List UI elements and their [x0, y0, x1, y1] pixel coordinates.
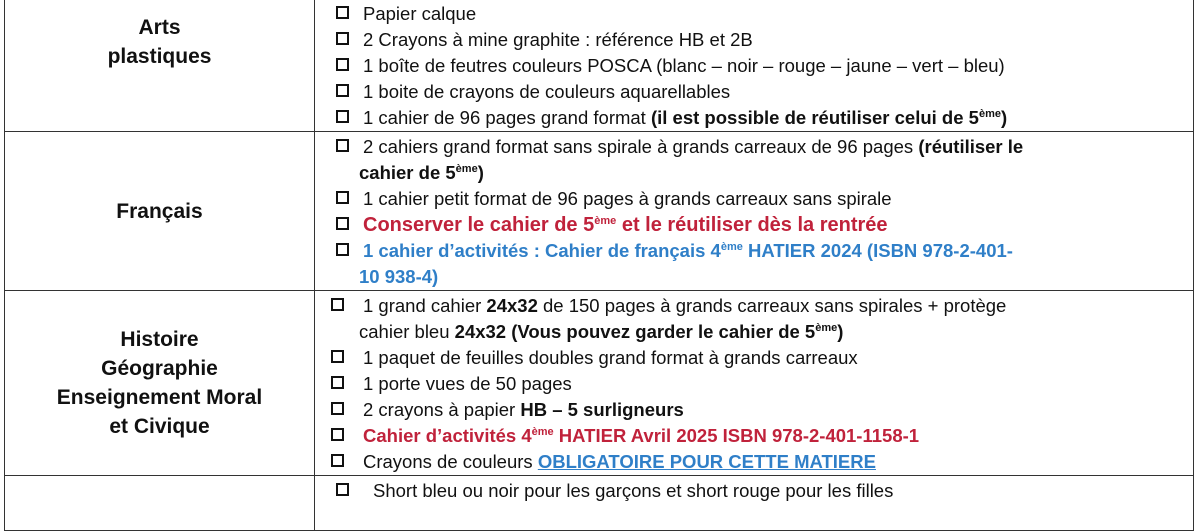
subject-line: Géographie — [101, 357, 218, 380]
item-note: (il est possible de réutiliser celui de 5 — [650, 107, 979, 128]
item-note: cahier de 5 — [359, 162, 456, 183]
list-item[interactable] — [315, 79, 1193, 105]
list-item[interactable] — [315, 371, 1193, 397]
item-text: Papier calque — [363, 3, 477, 24]
superscript: ème — [978, 107, 1001, 120]
obligatoire-link[interactable]: OBLIGATOIRE POUR CETTE MATIERE — [537, 451, 876, 472]
subject-line: plastiques — [107, 45, 212, 68]
subject-line: Histoire — [120, 328, 199, 351]
item-note-end: ) — [477, 162, 484, 183]
checkbox[interactable] — [336, 217, 349, 230]
highlight-text: HATIER Avril 2025 ISBN 978-2-401-1158-1 — [553, 425, 920, 446]
list-item[interactable] — [315, 134, 1193, 160]
item-text: 1 cahier petit format de 96 pages à grands carreaux sans spirale — [363, 188, 892, 209]
item-note: 24x32 (Vous pouvez garder le cahier de 5 — [454, 321, 816, 342]
subject-line: Français — [116, 199, 203, 223]
section-eps — [5, 476, 1194, 531]
checkbox[interactable] — [331, 376, 344, 389]
list-item[interactable] — [315, 478, 1193, 504]
book-reference: HATIER 2024 (ISBN 978-2-401- — [742, 240, 1013, 261]
subject-line: Arts — [138, 16, 181, 39]
item-text: 1 cahier de 96 pages grand format — [363, 107, 651, 128]
item-note: HB – 5 surligneurs — [520, 399, 684, 420]
checkbox[interactable] — [331, 428, 344, 441]
list-item[interactable] — [315, 397, 1193, 423]
list-item[interactable] — [315, 53, 1193, 79]
item-text: Short bleu ou noir pour les garçons et short rouge pour les filles — [373, 480, 894, 501]
checkbox[interactable] — [331, 350, 344, 363]
book-reference: 1 cahier d’activités : Cahier de français 4 — [363, 240, 721, 261]
section-francais — [5, 132, 1194, 291]
superscript: ème — [594, 214, 617, 227]
checkbox[interactable] — [336, 58, 349, 71]
items-cell — [315, 0, 1194, 132]
checkbox[interactable] — [331, 454, 344, 467]
list-item-continuation — [315, 319, 1193, 345]
checkbox[interactable] — [336, 84, 349, 97]
item-text: de 150 pages à grands carreaux sans spirales + protège — [537, 295, 1007, 316]
item-note: 24x32 — [486, 295, 538, 316]
checkbox[interactable] — [336, 139, 349, 152]
subject-line: Enseignement Moral — [56, 386, 263, 409]
items-cell — [315, 476, 1194, 531]
items-cell — [315, 132, 1194, 291]
item-text: cahier bleu — [359, 321, 455, 342]
highlight-text: et le réutiliser dès la rentrée — [616, 214, 888, 236]
list-item-continuation — [315, 264, 1193, 290]
item-text: 2 crayons à papier — [363, 399, 521, 420]
superscript: ème — [531, 425, 554, 438]
checkbox[interactable] — [331, 298, 344, 311]
list-item[interactable] — [315, 27, 1193, 53]
subject-cell — [5, 0, 315, 132]
highlight-text: Conserver le cahier de 5 — [363, 214, 595, 236]
subject-cell — [5, 291, 315, 476]
checkbox[interactable] — [336, 6, 349, 19]
list-item[interactable] — [315, 423, 1193, 449]
subject-line: et Civique — [109, 415, 210, 438]
book-reference: 10 938-4) — [359, 266, 439, 287]
checkbox[interactable] — [336, 483, 349, 496]
checkbox[interactable] — [336, 110, 349, 123]
item-text: 1 boite de crayons de couleurs aquarellables — [363, 81, 731, 102]
item-text: 2 Crayons à mine graphite : référence HB et 2B — [363, 29, 753, 50]
superscript: ème — [720, 240, 743, 253]
supply-table — [4, 0, 1194, 531]
list-item[interactable] — [315, 212, 1193, 238]
item-text: 1 boîte de feutres couleurs POSCA (blanc – noir – rouge – jaune – vert – bleu) — [363, 55, 1005, 76]
highlight-text: Cahier d’activités 4 — [363, 425, 532, 446]
section-histoire-geographie — [5, 291, 1194, 476]
superscript: ème — [815, 321, 838, 334]
items-cell — [315, 291, 1194, 476]
item-text: 1 paquet de feuilles doubles grand format à grands carreaux — [363, 347, 858, 368]
item-text: 1 grand cahier — [363, 295, 487, 316]
checkbox[interactable] — [331, 402, 344, 415]
list-item[interactable] — [315, 293, 1193, 319]
checkbox[interactable] — [336, 191, 349, 204]
list-item[interactable] — [315, 238, 1193, 264]
list-item[interactable] — [315, 186, 1193, 212]
list-item[interactable] — [315, 105, 1193, 131]
section-arts-plastiques — [5, 0, 1194, 132]
item-note-end: ) — [1000, 107, 1008, 128]
list-item[interactable] — [315, 449, 1193, 475]
item-note-end: ) — [837, 321, 844, 342]
checkbox[interactable] — [336, 32, 349, 45]
item-text: 2 cahiers grand format sans spirale à grands carreaux de 96 pages — [363, 136, 919, 157]
list-item[interactable] — [315, 345, 1193, 371]
item-text: Crayons de couleurs — [363, 451, 538, 472]
item-note: (réutiliser le — [918, 136, 1024, 157]
list-item-continuation — [315, 160, 1193, 186]
superscript: ème — [455, 162, 478, 175]
subject-cell — [5, 132, 315, 291]
list-item[interactable] — [315, 1, 1193, 27]
subject-cell — [5, 476, 315, 531]
checkbox[interactable] — [336, 243, 349, 256]
list-item — [315, 504, 1193, 530]
item-text: 1 porte vues de 50 pages — [363, 373, 572, 394]
supply-list-sheet — [4, 0, 1194, 531]
